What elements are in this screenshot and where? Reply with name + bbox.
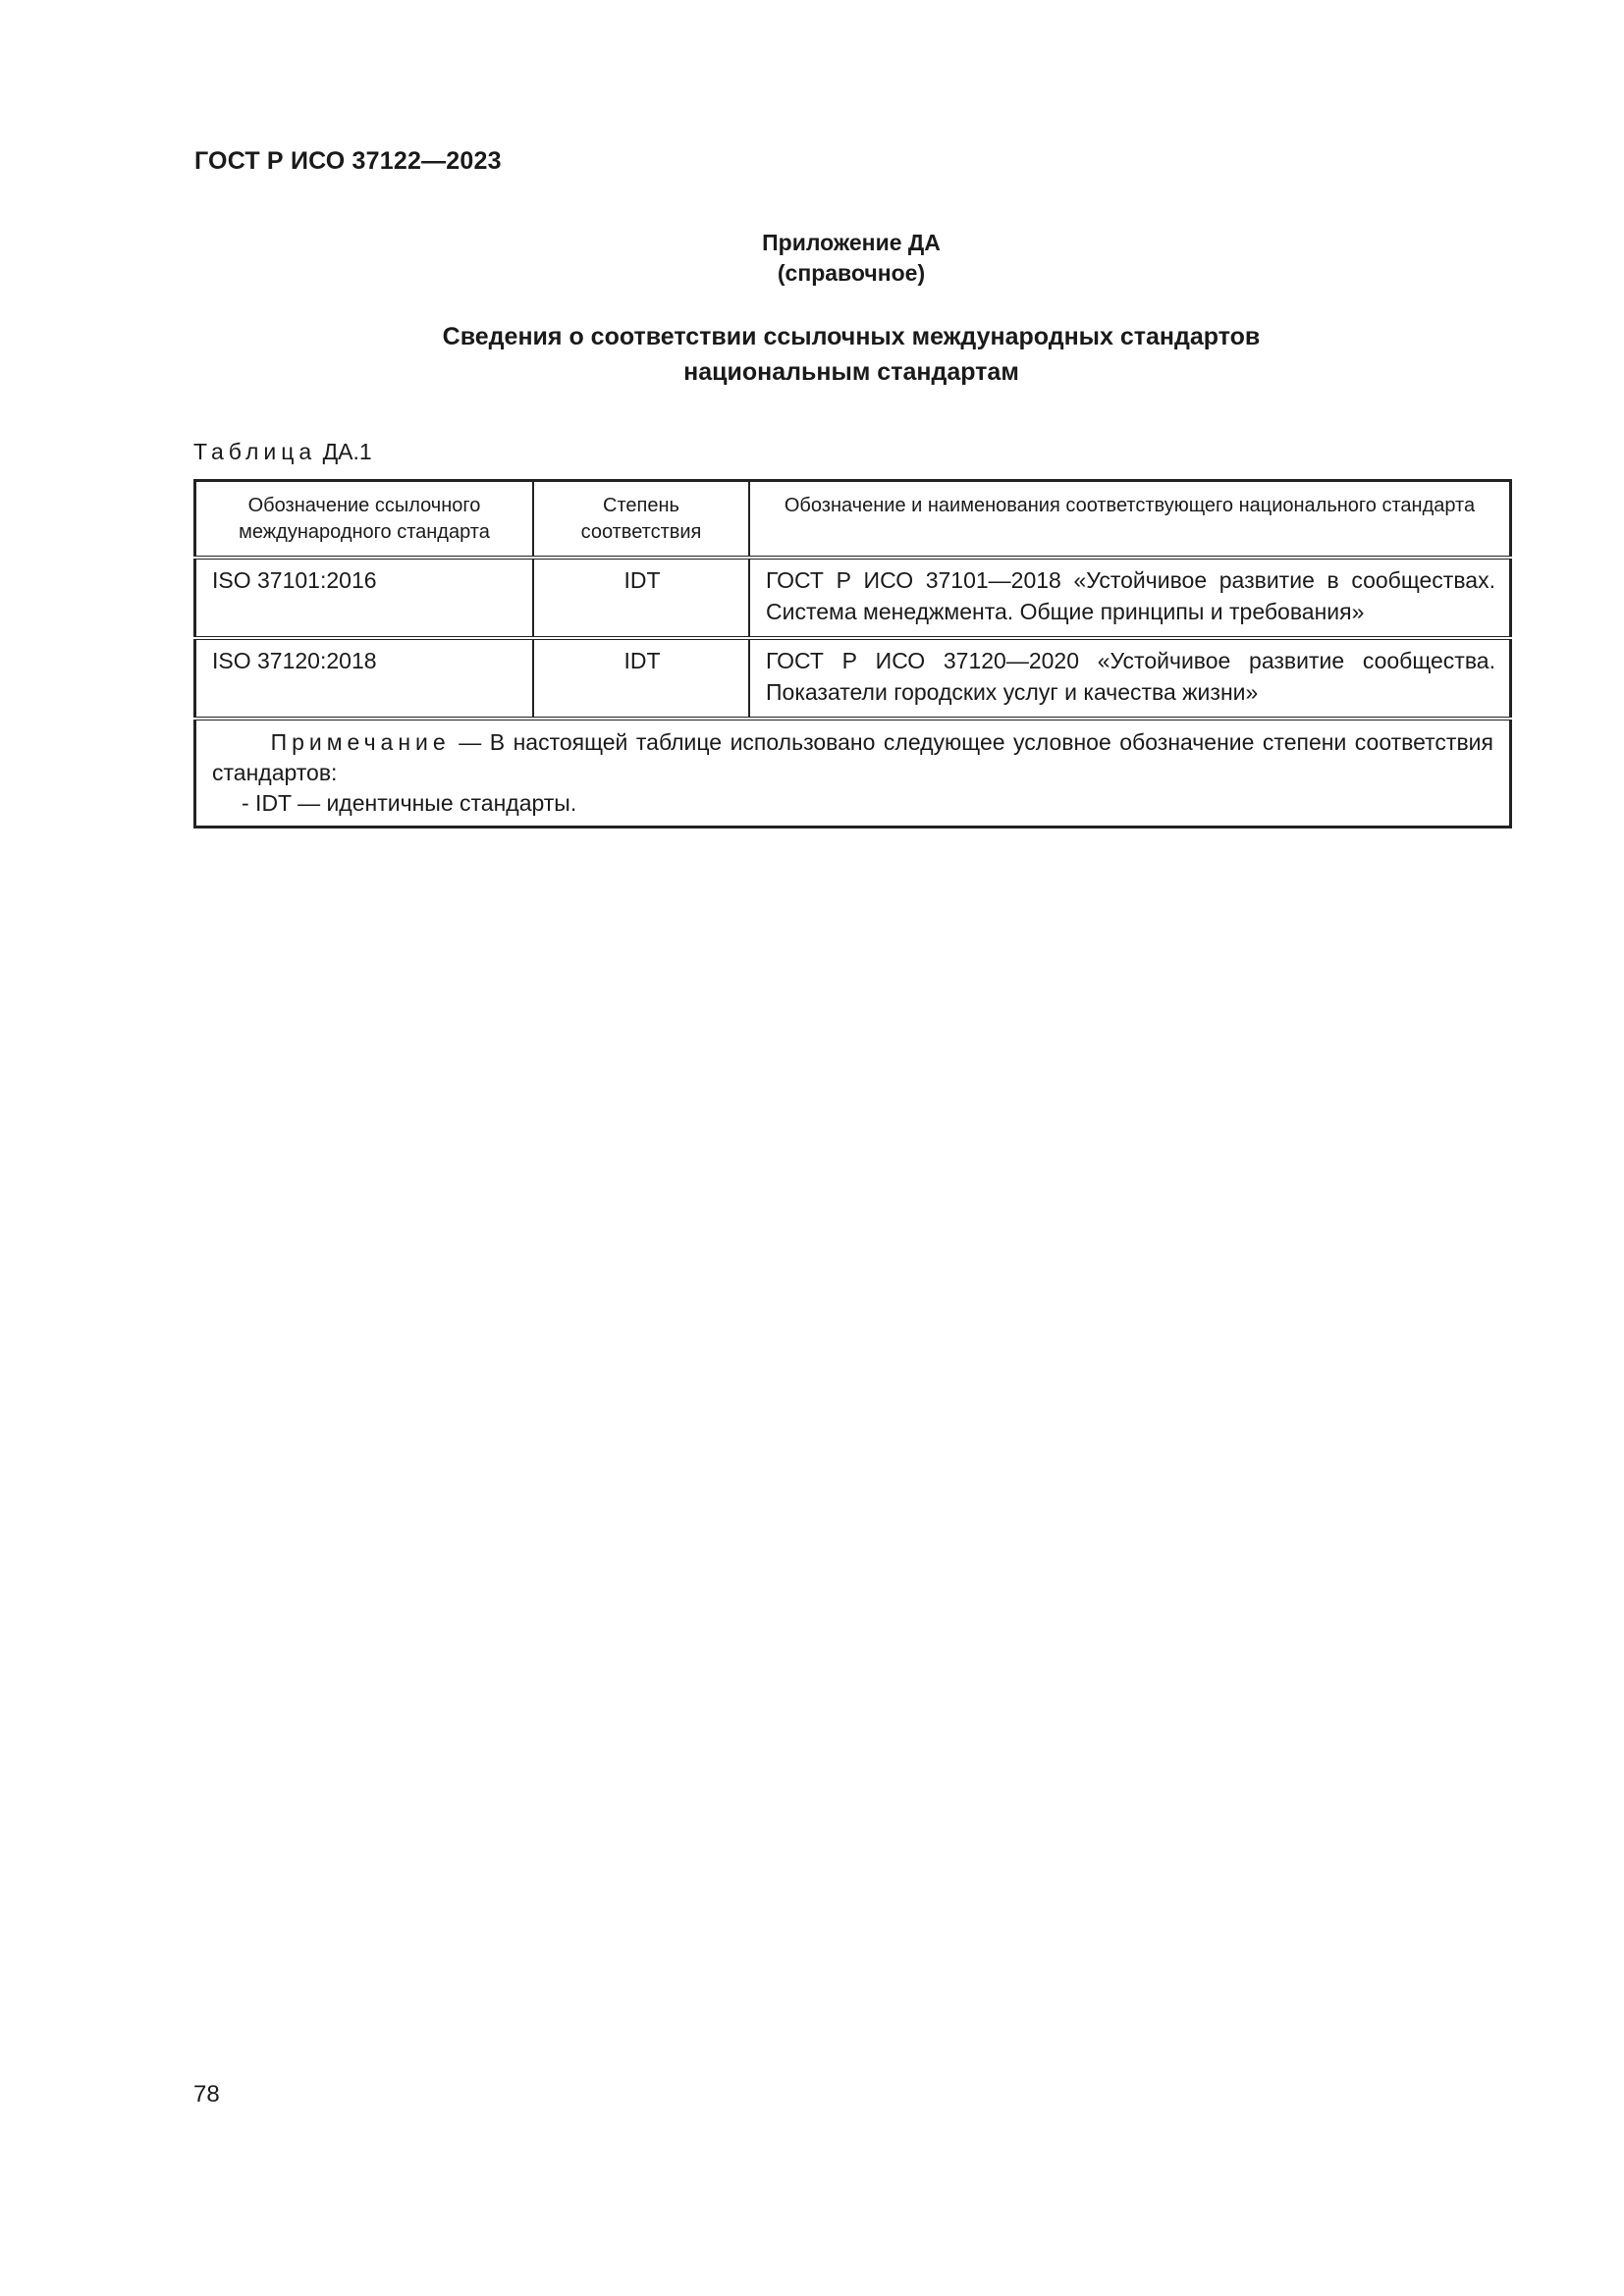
section-title [0,319,1624,390]
table-caption [193,439,372,465]
table-note-row [195,719,1511,828]
table-caption-word: Таблица [193,439,317,464]
table-row [195,638,1511,719]
section-title-line-1: Сведения о соответствии ссылочных международных стандартов [442,323,1261,350]
header-degree: Степень соответствия [533,481,749,559]
cell-degree: IDT [533,558,749,638]
table-header-row [195,481,1511,559]
appendix-status: (справочное) [777,260,926,286]
header-national-standard: Обозначение и наименования соответствующего национального стандарта [749,481,1511,559]
cell-intl-standard: ISO 37120:2018 [195,638,534,719]
table-caption-number: ДА.1 [322,439,372,464]
appendix-title: Приложение ДА [762,230,941,255]
table-note [195,719,1511,828]
section-title-line-2: национальным стандартам [683,358,1019,386]
table-row [195,558,1511,638]
note-text: — В настоящей таблице использовано следующее условное обозначение степени соответствия стандартов: [212,729,1493,785]
cell-national-standard: ГОСТ Р ИСО 37101—2018 «Устойчивое развитие в сообществах. Система менеджмента. Общие принципы и требования» [749,558,1511,638]
header-intl-standard: Обозначение ссылочного международного стандарта [195,481,534,559]
appendix-heading [0,228,1624,289]
cell-degree: IDT [533,638,749,719]
cell-intl-standard: ISO 37101:2016 [195,558,534,638]
note-list-item: - IDT — идентичные стандарты. [242,790,577,816]
note-label: Примечание [270,729,451,755]
standards-correspondence-table [193,479,1512,828]
cell-national-standard: ГОСТ Р ИСО 37120—2020 «Устойчивое развитие сообщества. Показатели городских услуг и качества жизни» [749,638,1511,719]
note-paragraph [212,727,1493,788]
document-code-header: ГОСТ Р ИСО 37122—2023 [194,147,502,175]
page-number: 78 [193,2081,220,2108]
